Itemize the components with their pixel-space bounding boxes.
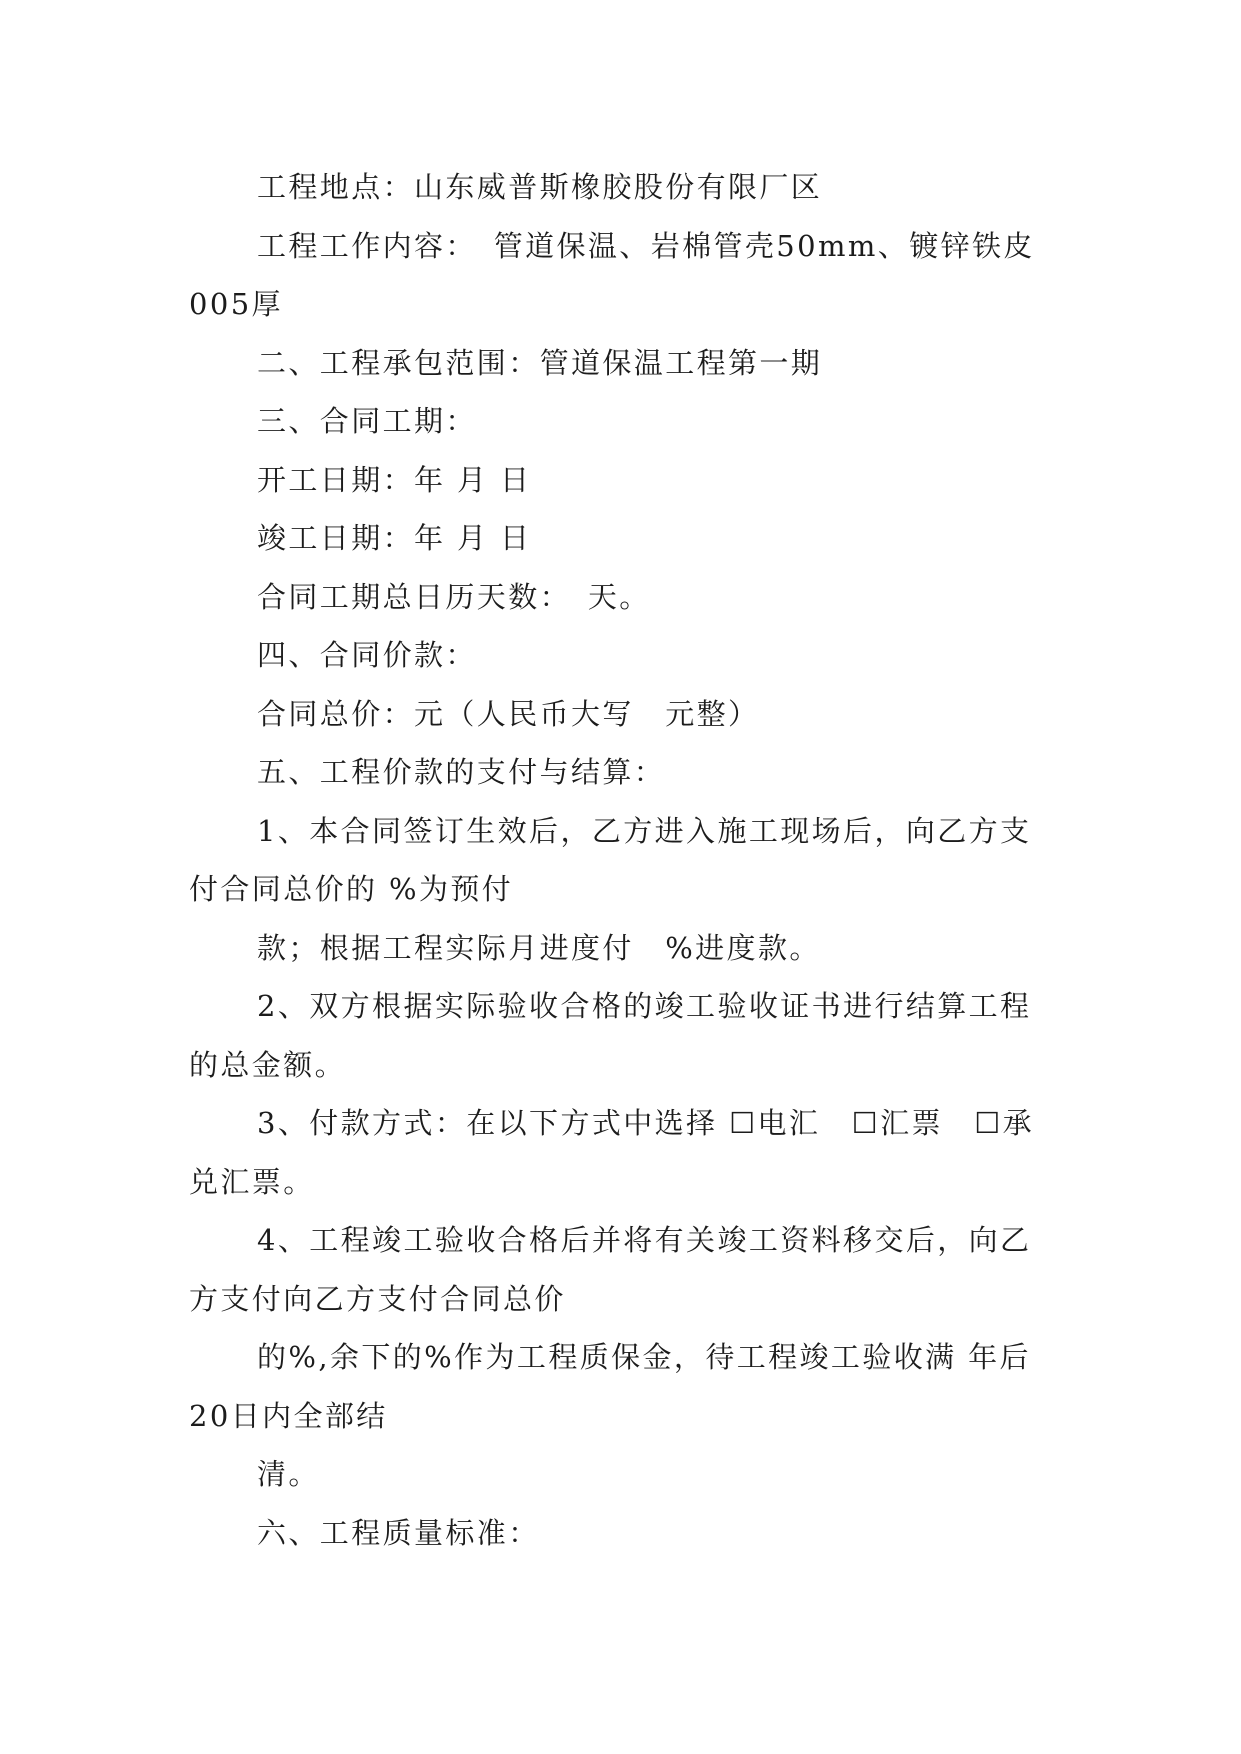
paragraph-start-date: 开工日期：年 月 日 [257, 462, 532, 497]
document-body [189, 158, 1051, 1562]
paragraph-contract-scope: 二、工程承包范围：管道保温工程第一期 [257, 345, 823, 380]
paragraph-clause-4: 4、工程竣工验收合格后并将有关竣工资料移交后，向乙方支付向乙方支付合同总价 [189, 1223, 1032, 1316]
paragraph-clause-1-continued: 款；根据工程实际月进度付 %进度款。 [257, 930, 821, 965]
paragraph-clause-3-payment-method: 3、付款方式：在以下方式中选择 ☐电汇 ☐汇票 ☐承兑汇票。 [189, 1106, 1035, 1199]
paragraph-clause-4-continued: 的%,余下的%作为工程质保金，待工程竣工验收满 年后20日内全部结 [189, 1340, 1031, 1433]
paragraph-total-price: 合同总价：元（人民币大写 元整） [257, 696, 760, 731]
paragraph-completion-date: 竣工日期：年 月 日 [257, 521, 532, 555]
paragraph-contract-price-heading: 四、合同价款： [257, 638, 477, 672]
paragraph-clause-2: 2、双方根据实际验收合格的竣工验收证书进行结算工程的总金额。 [189, 989, 1032, 1082]
paragraph-payment-settlement-heading: 五、工程价款的支付与结算： [257, 755, 666, 789]
paragraph-quality-standard-heading: 六、工程质量标准： [257, 1515, 540, 1550]
paragraph-clause-1: 1、本合同签订生效后，乙方进入施工现场后，向乙方支付合同总价的 %为预付 [189, 813, 1032, 906]
paragraph-clause-4-end: 清。 [257, 1457, 320, 1491]
paragraph-total-days: 合同工期总日历天数： 天。 [257, 579, 651, 614]
paragraph-work-content: 工程工作内容： 管道保温、岩棉管壳50mm、镀锌铁皮005厚 [189, 228, 1035, 321]
paragraph-contract-period-heading: 三、合同工期： [257, 404, 477, 438]
paragraph-project-location: 工程地点：山东威普斯橡胶股份有限厂区 [257, 170, 823, 204]
